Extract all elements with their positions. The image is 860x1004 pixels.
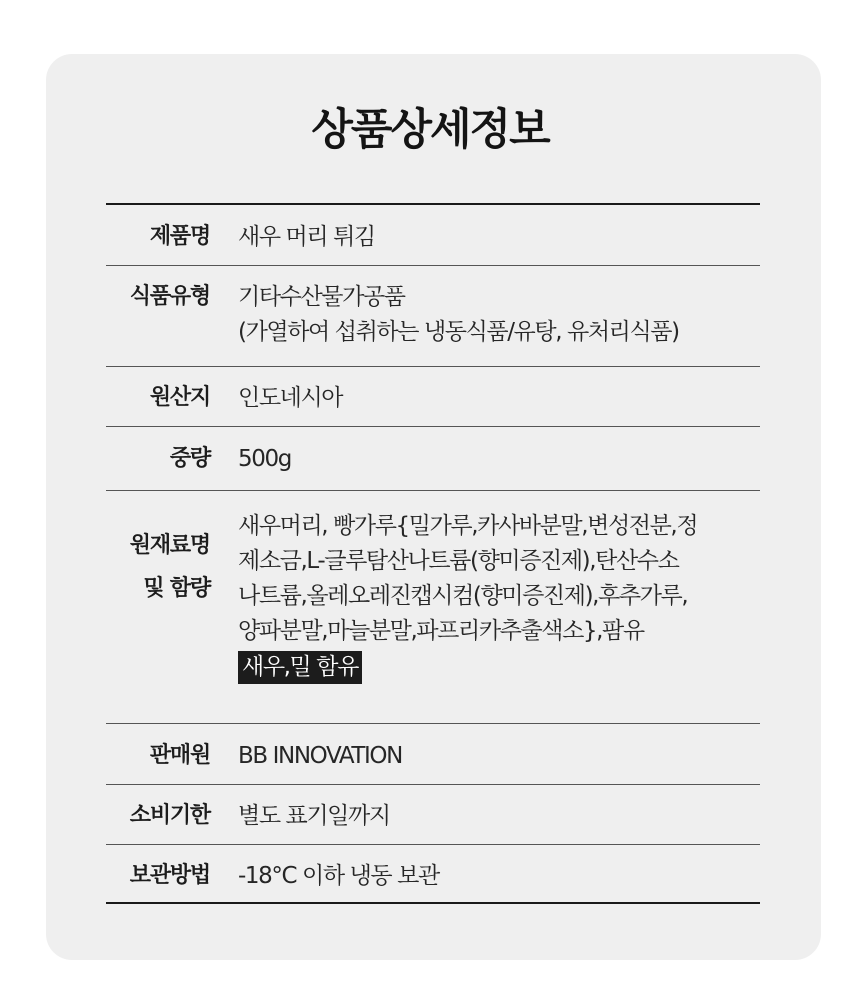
weight-label: 중량	[106, 426, 238, 490]
food-type-line: (가열하여 섭취하는 냉동식품/유탕, 유처리식품)	[238, 318, 679, 345]
origin-value: 인도네시아	[238, 366, 760, 426]
ingredients-line: 제소금,L-글루탐산나트륨(향미증진제),탄산수소	[238, 547, 679, 574]
ingredients-label-line: 원재료명	[129, 532, 210, 558]
ingredients-line: 양파분말,마늘분말,파프리카추출색소},팜유	[238, 617, 644, 644]
row-food-type	[106, 265, 760, 366]
row-origin	[106, 366, 760, 426]
product-name-value: 새우 머리 튀김	[238, 204, 760, 265]
row-product-name	[106, 204, 760, 265]
weight-value: 500g	[238, 426, 760, 490]
ingredients-line: 새우머리, 빵가루{밀가루,카사바분말,변성전분,정	[238, 512, 698, 539]
row-seller	[106, 723, 760, 784]
ingredients-value	[238, 490, 760, 723]
origin-label: 원산지	[106, 366, 238, 426]
row-storage	[106, 844, 760, 903]
ingredients-label	[106, 490, 238, 723]
page-title: 상품상세정보	[311, 105, 549, 155]
product-info-table	[106, 203, 760, 904]
ingredients-line: 나트륨,올레오레진캡시컴(향미증진제),후추가루,	[238, 582, 688, 609]
row-expiry	[106, 784, 760, 844]
food-type-line: 기타수산물가공품	[238, 283, 405, 310]
row-weight	[106, 426, 760, 490]
seller-value: BB INNOVATION	[238, 723, 760, 784]
expiry-value: 별도 표기일까지	[238, 784, 760, 844]
seller-label: 판매원	[106, 723, 238, 784]
product-name-label: 제품명	[106, 204, 238, 265]
food-type-label: 식품유형	[106, 265, 238, 366]
row-ingredients	[106, 490, 760, 723]
allergen-badge: 새우,밀 함유	[238, 651, 362, 684]
storage-label: 보관방법	[129, 862, 210, 888]
food-type-value	[238, 265, 760, 366]
expiry-label: 소비기한	[106, 784, 238, 844]
ingredients-label-line: 및 함량	[143, 575, 210, 601]
storage-value: -18°C 이하 냉동 보관	[238, 862, 439, 889]
